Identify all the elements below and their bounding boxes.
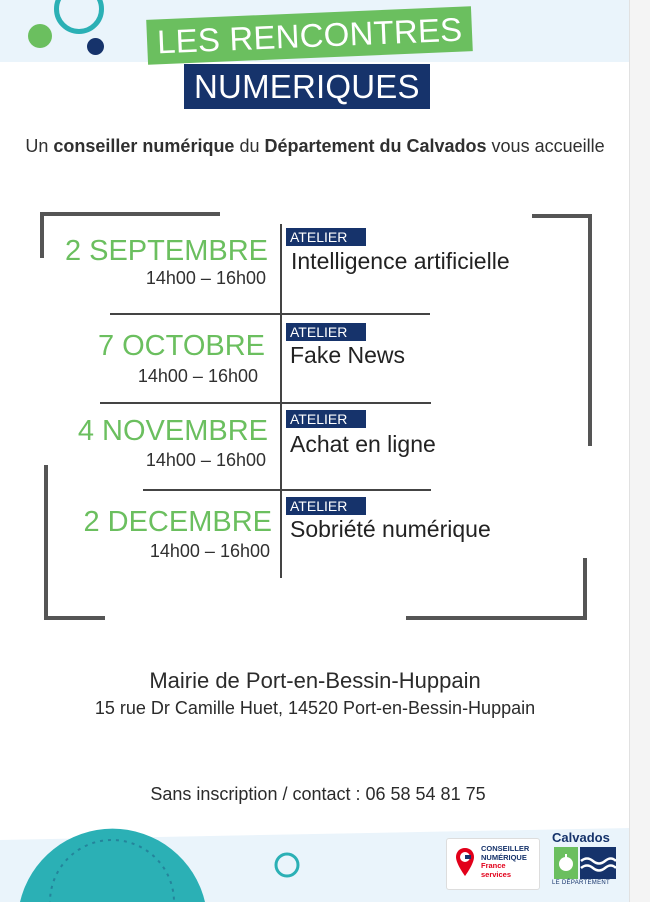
conseiller-numerique-text: CONSEILLER NUMÉRIQUE France services	[481, 844, 530, 879]
vertical-scrollbar[interactable]	[629, 0, 650, 902]
calvados-departement-logo	[548, 830, 620, 892]
frame-top-left-h	[40, 212, 220, 216]
session-date: 2 SEPTEMBRE	[64, 235, 268, 267]
frame-top-right-h	[532, 214, 592, 218]
row-divider-3	[143, 489, 431, 491]
green-dot-decor	[28, 24, 52, 48]
venue-name: Mairie de Port-en-Bessin-Huppain	[149, 668, 481, 693]
atelier-badge: ATELIER	[286, 228, 366, 246]
session-date: 7 OCTOBRE	[97, 330, 265, 362]
session-date: 4 NOVEMBRE	[77, 415, 268, 447]
session-time: 14h00 – 16h00	[145, 268, 266, 288]
title-line-2: NUMERIQUES	[184, 64, 430, 109]
session-time: 14h00 – 16h00	[137, 366, 258, 386]
session-topic: Sobriété numérique	[290, 516, 491, 542]
title-line-1: LES RENCONTRES	[146, 6, 473, 65]
intro-text: Un conseiller numérique du Département du Calvados vous accueille	[25, 136, 605, 156]
frame-bottom-left-v	[44, 465, 48, 620]
frame-top-left-v	[40, 212, 44, 258]
row-divider-1	[110, 313, 430, 315]
session-topic: Achat en ligne	[290, 431, 436, 457]
atelier-badge: ATELIER	[286, 410, 366, 428]
session-time: 14h00 – 16h00	[149, 541, 270, 561]
frame-bottom-left-h	[44, 616, 105, 620]
apple-waves-icon	[554, 847, 616, 879]
frame-bottom-right-h	[406, 616, 587, 620]
session-topic: Intelligence artificielle	[291, 248, 510, 274]
contact-line: Sans inscription / contact : 06 58 54 81 75	[150, 784, 486, 804]
navy-dot-decor	[87, 38, 104, 55]
atelier-badge: ATELIER	[286, 323, 366, 341]
location-pin-icon	[455, 847, 475, 877]
atelier-badge: ATELIER	[286, 497, 366, 515]
venue-address: 15 rue Dr Camille Huet, 14520 Port-en-Bessin-Huppain	[94, 698, 536, 718]
frame-top-right-v	[588, 214, 592, 446]
frame-bottom-right-v	[583, 558, 587, 620]
calvados-wordmark: Calvados	[552, 830, 610, 845]
schedule-vertical-divider	[280, 224, 282, 578]
session-date: 2 DECEMBRE	[83, 506, 272, 538]
session-time: 14h00 – 16h00	[145, 450, 266, 470]
departement-label: LE DÉPARTEMENT	[552, 880, 610, 886]
conseiller-numerique-logo	[446, 838, 540, 890]
row-divider-2	[100, 402, 431, 404]
session-topic: Fake News	[290, 342, 406, 368]
